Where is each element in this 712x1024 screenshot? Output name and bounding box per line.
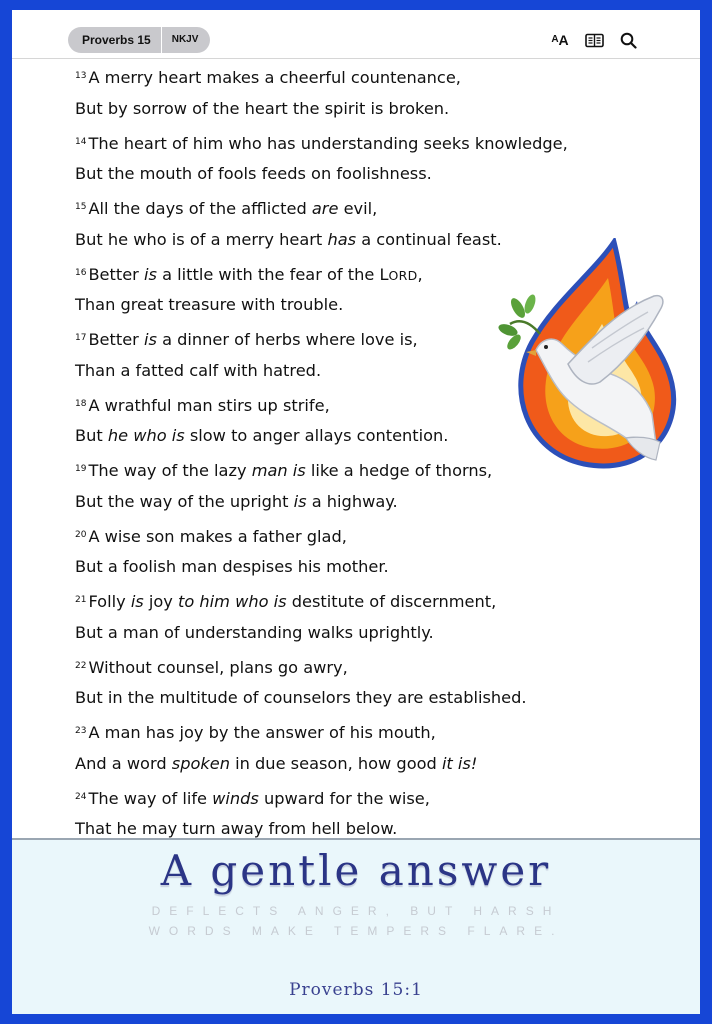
verse-line — [75, 132, 675, 165]
banner-subtext-line-1: DEFLECTS ANGER, BUT HARSH — [151, 904, 561, 918]
verse-text: Better — [88, 330, 144, 349]
verse-text: Than great treasure with trouble. — [75, 295, 344, 315]
verse-number[interactable]: 21 — [75, 595, 87, 605]
banner-subtext-line-2: WORDS MAKE TEMPERS FLARE. — [148, 924, 564, 938]
book-chapter-button[interactable]: Proverbs 15 — [68, 27, 162, 53]
verse-line — [75, 525, 675, 558]
verse-text: upward for the wise, — [258, 788, 430, 808]
dove-with-flame-icon — [496, 238, 682, 472]
verse-text: Folly — [88, 592, 131, 611]
verse-text-italic: he who is — [107, 426, 185, 446]
verse-text-italic: is — [130, 592, 144, 611]
verse-number[interactable]: 20 — [75, 529, 87, 540]
toolbar-actions — [550, 30, 638, 50]
banner-headline: A gentle answer — [160, 846, 552, 895]
verse-text-italic: winds — [212, 788, 259, 808]
dove-eye — [544, 345, 548, 349]
verse-text: A wrathful man stirs up strife, — [88, 395, 330, 415]
verse-line — [75, 787, 675, 820]
verse-text: destitute of discernment, — [286, 592, 497, 611]
verse-text: But — [75, 426, 108, 446]
verse-continuation-line — [75, 164, 675, 197]
verse-number[interactable]: 18 — [75, 398, 87, 409]
search-icon[interactable] — [618, 30, 638, 50]
verse-text: in due season, how good — [229, 753, 442, 773]
verse-text: And a word — [75, 753, 172, 773]
verse-text-italic: it is! — [441, 753, 478, 773]
verse-continuation-line — [75, 557, 675, 590]
verse-line — [75, 590, 675, 623]
verse-text: But he who is of a merry heart — [75, 229, 328, 249]
verse-text: evil, — [338, 199, 378, 218]
verse-number[interactable]: 14 — [75, 136, 87, 147]
verse-text: a highway. — [306, 491, 398, 511]
verse-continuation-line — [75, 688, 675, 721]
verse-text: But by sorrow of the heart the spirit is broken. — [75, 98, 450, 118]
verse-text: But a foolish man despises his mother. — [75, 557, 389, 577]
verse-number[interactable]: 19 — [75, 464, 87, 474]
verse-text: A man has joy by the answer of his mouth, — [88, 723, 436, 742]
verse-line — [75, 721, 675, 754]
verse-text: , — [417, 264, 423, 284]
verse-text: The heart of him who has understanding seeks knowledge, — [88, 133, 568, 153]
verse-text-smallcaps: ORD — [388, 267, 418, 283]
verse-text: But the mouth of fools feeds on foolishness. — [75, 164, 432, 184]
verse-text-italic: is — [143, 330, 157, 349]
verse-line — [75, 656, 675, 689]
verse-continuation-line — [75, 754, 675, 787]
font-size-big-glyph: A — [558, 32, 569, 48]
version-button[interactable]: NKJV — [171, 34, 199, 45]
verse-text: A wise son makes a father glad, — [88, 526, 347, 546]
verse-text-italic: spoken — [171, 753, 230, 773]
reader-frame — [12, 10, 700, 1014]
verse-number[interactable]: 15 — [75, 202, 87, 212]
verse-number[interactable]: 22 — [75, 660, 87, 671]
verse-text-italic: are — [311, 199, 339, 218]
verse-text: Better — [88, 264, 144, 284]
verse-text: a dinner of herbs where love is, — [156, 330, 418, 349]
verse-text: The way of the lazy — [88, 461, 252, 480]
verse-number[interactable]: 24 — [75, 791, 87, 802]
verse-text-italic: is — [293, 491, 307, 511]
verse-line — [75, 66, 675, 99]
font-size-icon[interactable] — [550, 30, 570, 50]
verse-text: joy — [143, 592, 179, 611]
verse-text: a continual feast. — [356, 229, 502, 249]
verse-text-italic: to him who is — [178, 592, 287, 611]
quote-banner — [12, 838, 700, 1014]
verse-text: like a hedge of thorns, — [305, 461, 493, 480]
verse-text-italic: has — [327, 229, 357, 249]
verse-number[interactable]: 13 — [75, 71, 87, 81]
verse-line — [75, 197, 675, 230]
verse-text-italic: man is — [251, 461, 306, 480]
passage-selector — [68, 27, 210, 53]
verse-number[interactable]: 16 — [75, 267, 87, 278]
verse-text: But the way of the upright — [75, 491, 294, 511]
verse-continuation-line — [75, 99, 675, 132]
verse-text-italic: is — [143, 264, 157, 284]
toolbar — [12, 10, 700, 59]
verse-text: But a man of understanding walks uprightly. — [75, 622, 434, 642]
verse-text: A merry heart makes a cheerful countenance, — [88, 68, 461, 87]
verse-text: Than a fatted calf with hatred. — [75, 360, 322, 380]
banner-reference: Proverbs 15:1 — [289, 980, 423, 1000]
verse-text: All the days of the afflicted — [88, 199, 312, 218]
verse-continuation-line — [75, 623, 675, 656]
verse-text: The way of life — [88, 788, 213, 808]
verse-text: That he may turn away from hell below. — [75, 819, 398, 839]
book-reader-icon[interactable] — [584, 30, 604, 50]
verse-text: slow to anger allays contention. — [184, 426, 449, 446]
verse-number[interactable]: 17 — [75, 333, 87, 343]
verse-number[interactable]: 23 — [75, 726, 87, 736]
verse-text: Without counsel, plans go awry, — [88, 657, 348, 677]
font-size-small-glyph: A — [551, 34, 559, 45]
verse-text: a little with the fear of the L — [156, 264, 389, 284]
verse-continuation-line — [75, 492, 675, 525]
verse-text: But in the multitude of counselors they are established. — [75, 688, 527, 708]
